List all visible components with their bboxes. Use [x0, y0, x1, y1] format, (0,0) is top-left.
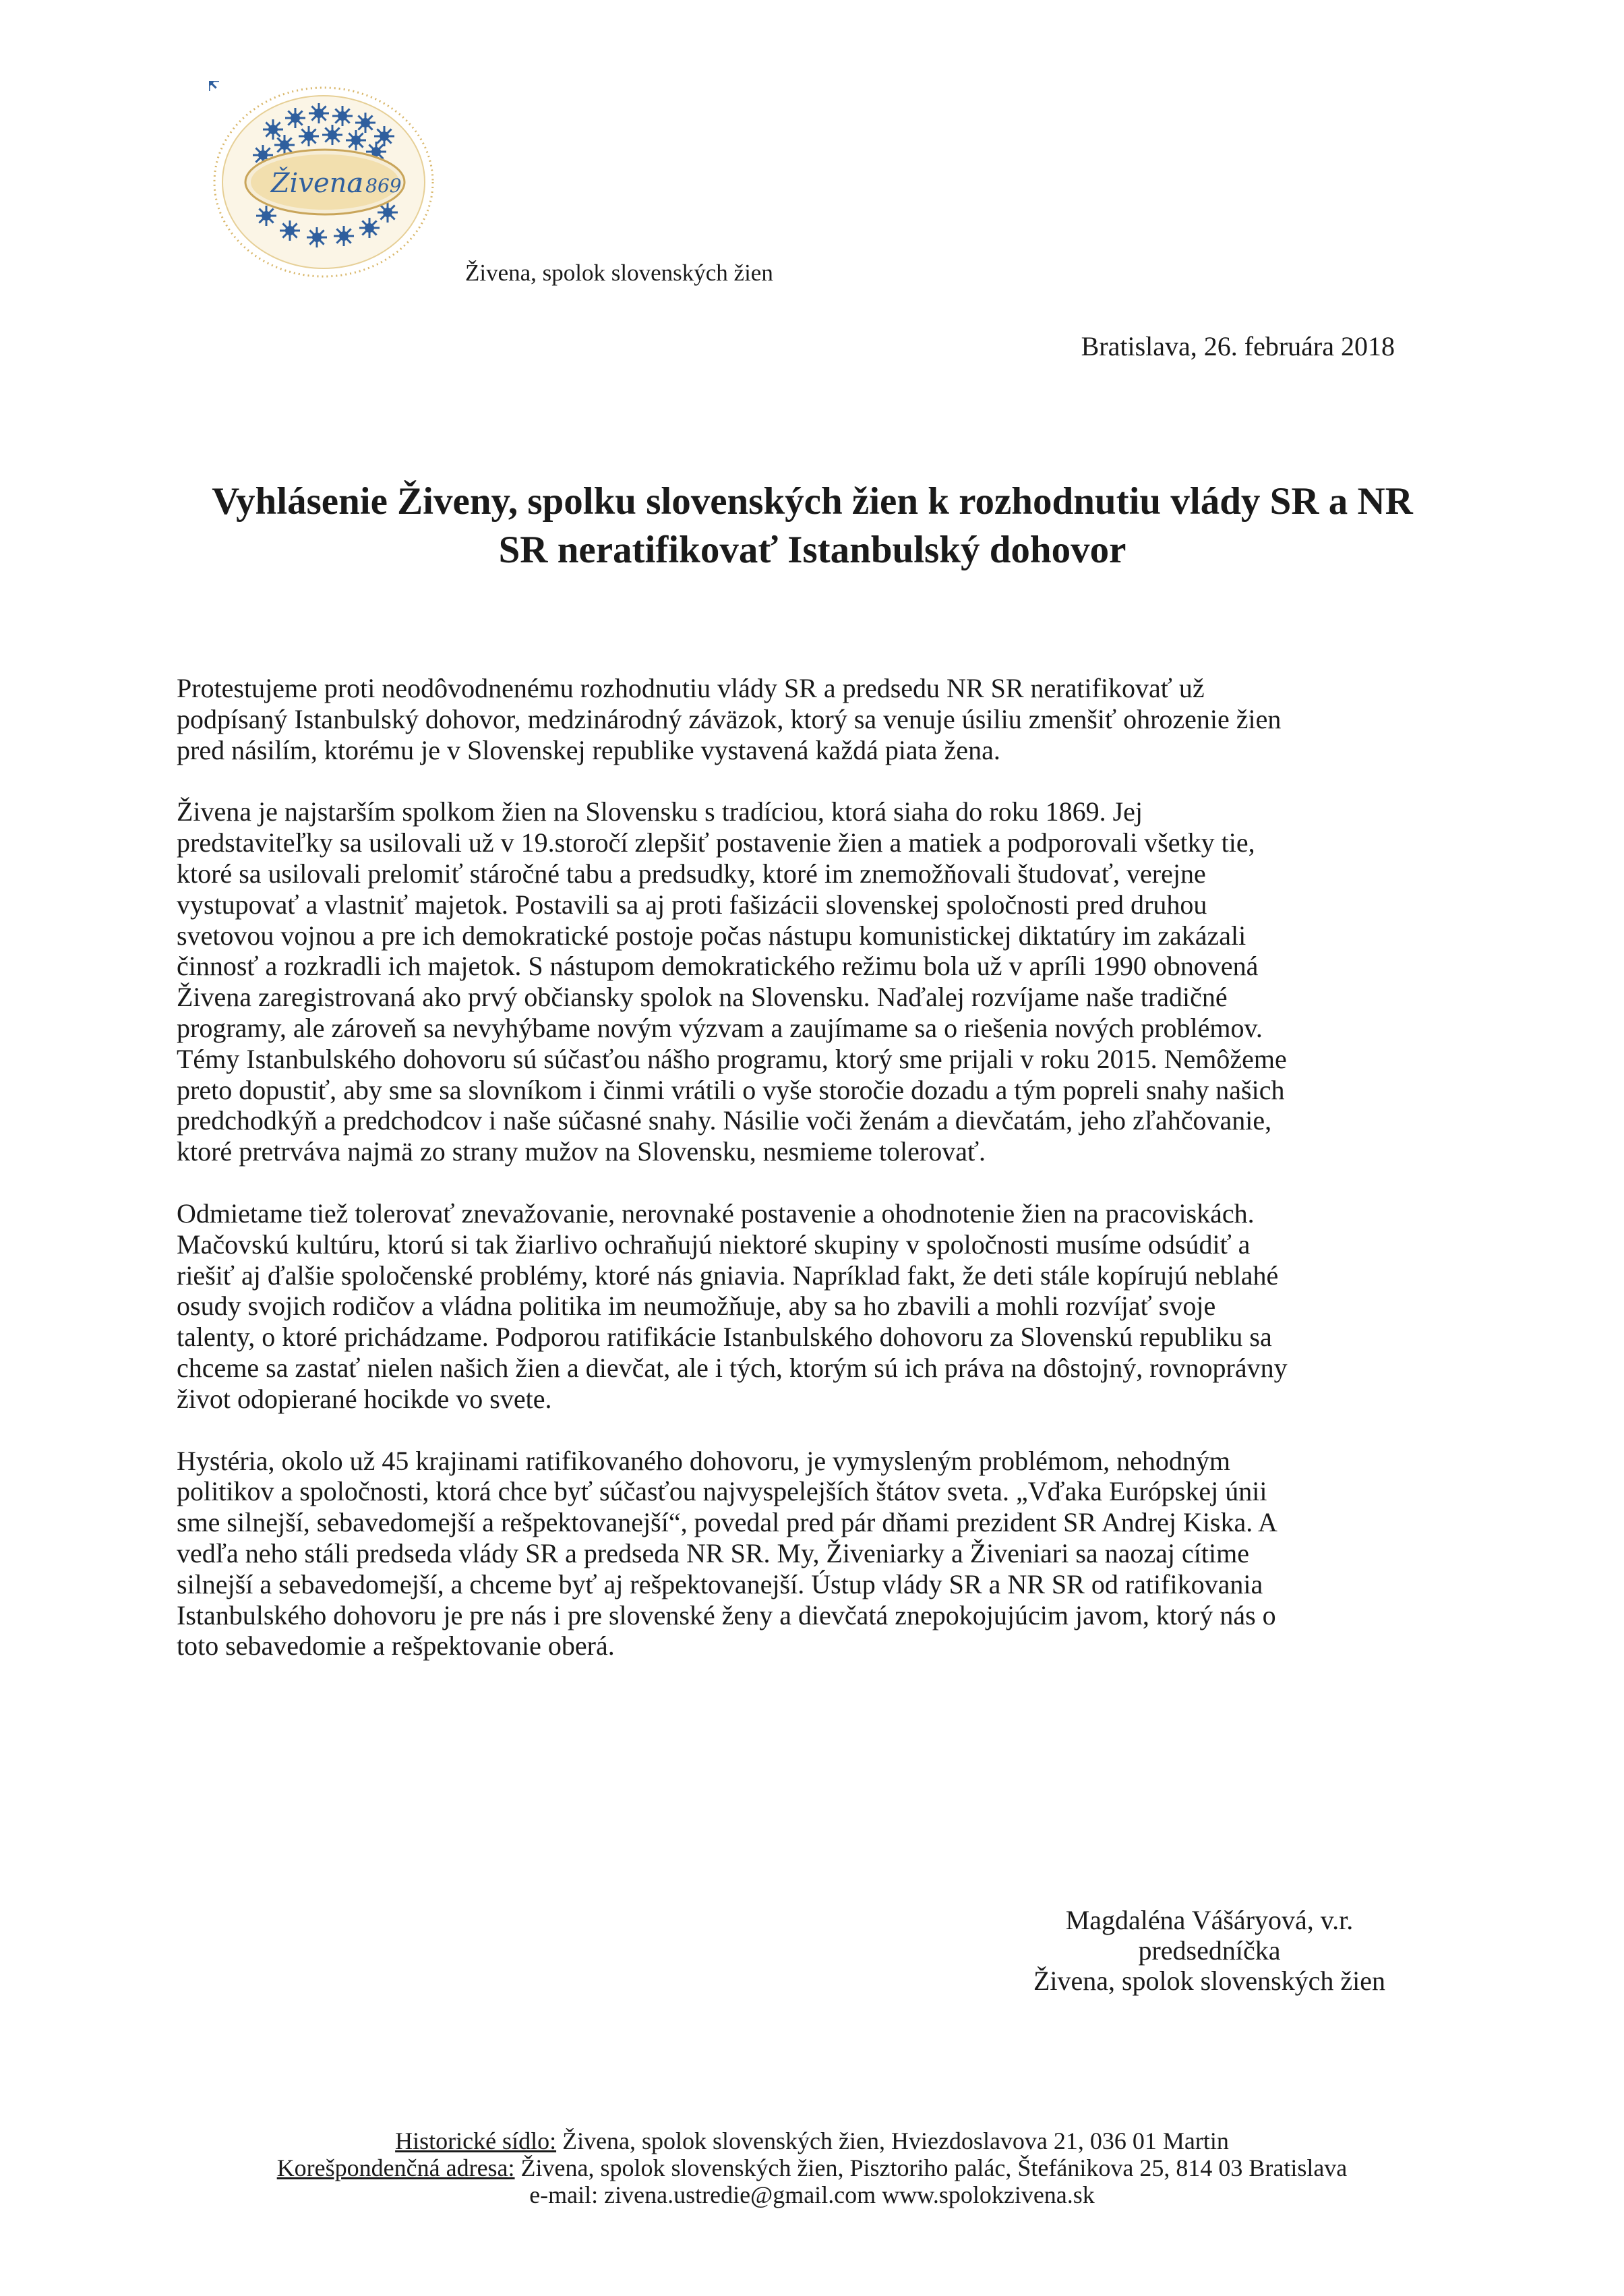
footer-correspondence-value: Živena, spolok slovenských žien, Pisztoriho palác, Štefánikova 25, 814 03 Bratislava	[514, 2154, 1348, 2181]
zivena-logo	[209, 81, 438, 283]
footer	[0, 2127, 1624, 2208]
body-line: vedľa neho stáli predseda vlády SR a predseda NR SR. My, Živeniarky a Živeniari sa naozaj cítime	[177, 1537, 1249, 1568]
body-line: predstaviteľky sa usilovali už v 19.storočí zlepšiť postavenie žien a matiek a podporovali všetky tie,	[177, 827, 1255, 858]
paragraph-history	[177, 796, 1457, 1167]
body-line: Témy Istanbulského dohovoru sú súčasťou nášho programu, ktorý sme prijali v roku 2015. Nemôžeme	[177, 1043, 1287, 1074]
signatory-organization: Živena, spolok slovenských žien	[1033, 1966, 1386, 1996]
body-line: Protestujeme proti neodôvodnenému rozhodnutiu vlády SR a predsedu NR SR neratifikovať už	[177, 673, 1205, 703]
footer-correspondence-label: Korešpondenčná adresa:	[276, 2154, 515, 2181]
body-line: činnosť a rozkradli ich majetok. S nástupom demokratického režimu bola už v apríli 1990 obnovená	[177, 951, 1259, 982]
body-line: predchodkýň a predchodcov i naše súčasné snahy. Násilie voči ženám a dievčatám, jeho zľahčovanie,	[177, 1105, 1272, 1136]
footer-historic-label: Historické sídlo:	[395, 2127, 557, 2154]
paragraph-protest	[177, 673, 1457, 765]
body-line: Živena zaregistrovaná ako prvý občiansky spolok na Slovensku. Naďalej rozvíjame naše tradičné	[177, 982, 1228, 1013]
body-line: talenty, o ktoré prichádzame. Podporou ratifikácie Istanbulského dohovoru za Slovenskú republiku sa	[177, 1322, 1272, 1353]
body-line: programy, ale zároveň sa nevyhýbame novým výzvam a zaujímame sa o riešenia nových problémov.	[177, 1012, 1263, 1043]
body-line: život odopierané hocikde vo svete.	[177, 1383, 552, 1414]
logo-text-name: Živena	[270, 168, 363, 199]
body-line: ktoré sa usilovali prelomiť stáročné tabu a predsudky, ktoré im znemožňovali študovať, verejne	[177, 858, 1206, 889]
body-line: Istanbulského dohovoru je pre nás i pre slovenské ženy a dievčatá znepokojujúcim javom, ktorý nás o	[177, 1599, 1276, 1630]
body-line: svetovou vojnou a pre ich demokratické postoje počas nástupu komunistickej diktatúry im zakázali	[177, 920, 1246, 951]
body-line: osudy svojich rodičov a vládna politika im neumožňuje, aby sa ho zbavili a mohli rozvíjať svoje	[177, 1291, 1216, 1322]
document-date: Bratislava, 26. februára 2018	[1081, 331, 1395, 361]
body-line: chceme sa zastať nielen našich žien a dievčat, ale i tých, ktorým sú ich práva na dôstojný, rovnoprávny	[177, 1352, 1288, 1383]
paragraph-hysteria	[177, 1446, 1457, 1662]
footer-contact[interactable]: e-mail: zivena.ustredie@gmail.com www.spolokzivena.sk	[529, 2181, 1095, 2208]
footer-correspondence	[0, 2154, 1624, 2181]
body-line: preto dopustiť, aby sme sa slovníkom i činmi vrátili o vyše storočie dozadu a tým popreli snahy našich	[177, 1074, 1285, 1105]
document-title	[121, 477, 1503, 575]
body-line: Odmietame tiež tolerovať znevažovanie, nerovnaké postavenie a ohodnotenie žien na pracoviskách.	[177, 1198, 1255, 1229]
title-line-1: Vyhlásenie Živeny, spolku slovenských žien k rozhodnutiu vlády SR a NR	[212, 480, 1413, 523]
body-line: silnejší a sebavedomejší, a chceme byť aj rešpektovanejší. Ústup vlády SR a NR SR od ratifikovania	[177, 1568, 1263, 1599]
signature-block	[1000, 1905, 1418, 1996]
document-body	[177, 673, 1457, 1692]
organization-caption: Živena, spolok slovenských žien	[465, 260, 773, 286]
body-line: sme silnejší, sebavedomejší a rešpektovanejší“, povedal pred pár dňami prezident SR Andrej Kiska. A	[177, 1507, 1277, 1538]
footer-historic-seat	[0, 2127, 1624, 2154]
body-line: ktoré pretrváva najmä zo strany mužov na Slovensku, nesmieme tolerovať.	[177, 1136, 986, 1167]
signatory-name: Magdaléna Vášáryová, v.r.	[1065, 1905, 1354, 1935]
body-line: riešiť aj ďalšie spoločenské problémy, ktoré nás gniavia. Napríklad fakt, že deti stále kopírujú neblahé	[177, 1260, 1279, 1291]
footer-historic-value: Živena, spolok slovenských žien, Hviezdoslavova 21, 036 01 Martin	[556, 2127, 1229, 2154]
body-line: Hystéria, okolo už 45 krajinami ratifikovaného dohovoru, je vymysleným problémom, nehodným	[177, 1445, 1231, 1476]
body-line: Živena je najstarším spolkom žien na Slovensku s tradíciou, ktorá siaha do roku 1869. Jej	[177, 796, 1143, 827]
body-line: vystupovať a vlastniť majetok. Postavili sa aj proti fašizácii slovenskej spoločnosti pred druhou	[177, 889, 1207, 920]
body-line: toto sebavedomie a rešpektovanie oberá.	[177, 1630, 615, 1661]
title-line-2: SR neratifikovať Istanbulský dohovor	[498, 529, 1126, 571]
body-line: pred násilím, ktorému je v Slovenskej republike vystavená každá piata žena.	[177, 734, 1000, 765]
body-line: politikov a spoločnosti, ktorá chce byť súčasťou najvyspelejších štátov sveta. „Vďaka Európskej únii	[177, 1476, 1267, 1507]
paragraph-workplace	[177, 1198, 1457, 1415]
signatory-role: predsedníčka	[1138, 1935, 1281, 1966]
body-line: podpísaný Istanbulský dohovor, medzinárodný záväzok, ktorý sa venuje úsiliu zmenšiť ohrozenie žien	[177, 703, 1282, 734]
body-line: Mačovskú kultúru, ktorú si tak žiarlivo ochraňujú niektoré skupiny v spoločnosti musíme odsúdiť a	[177, 1229, 1251, 1260]
logo-text-year: 1869	[353, 175, 402, 197]
